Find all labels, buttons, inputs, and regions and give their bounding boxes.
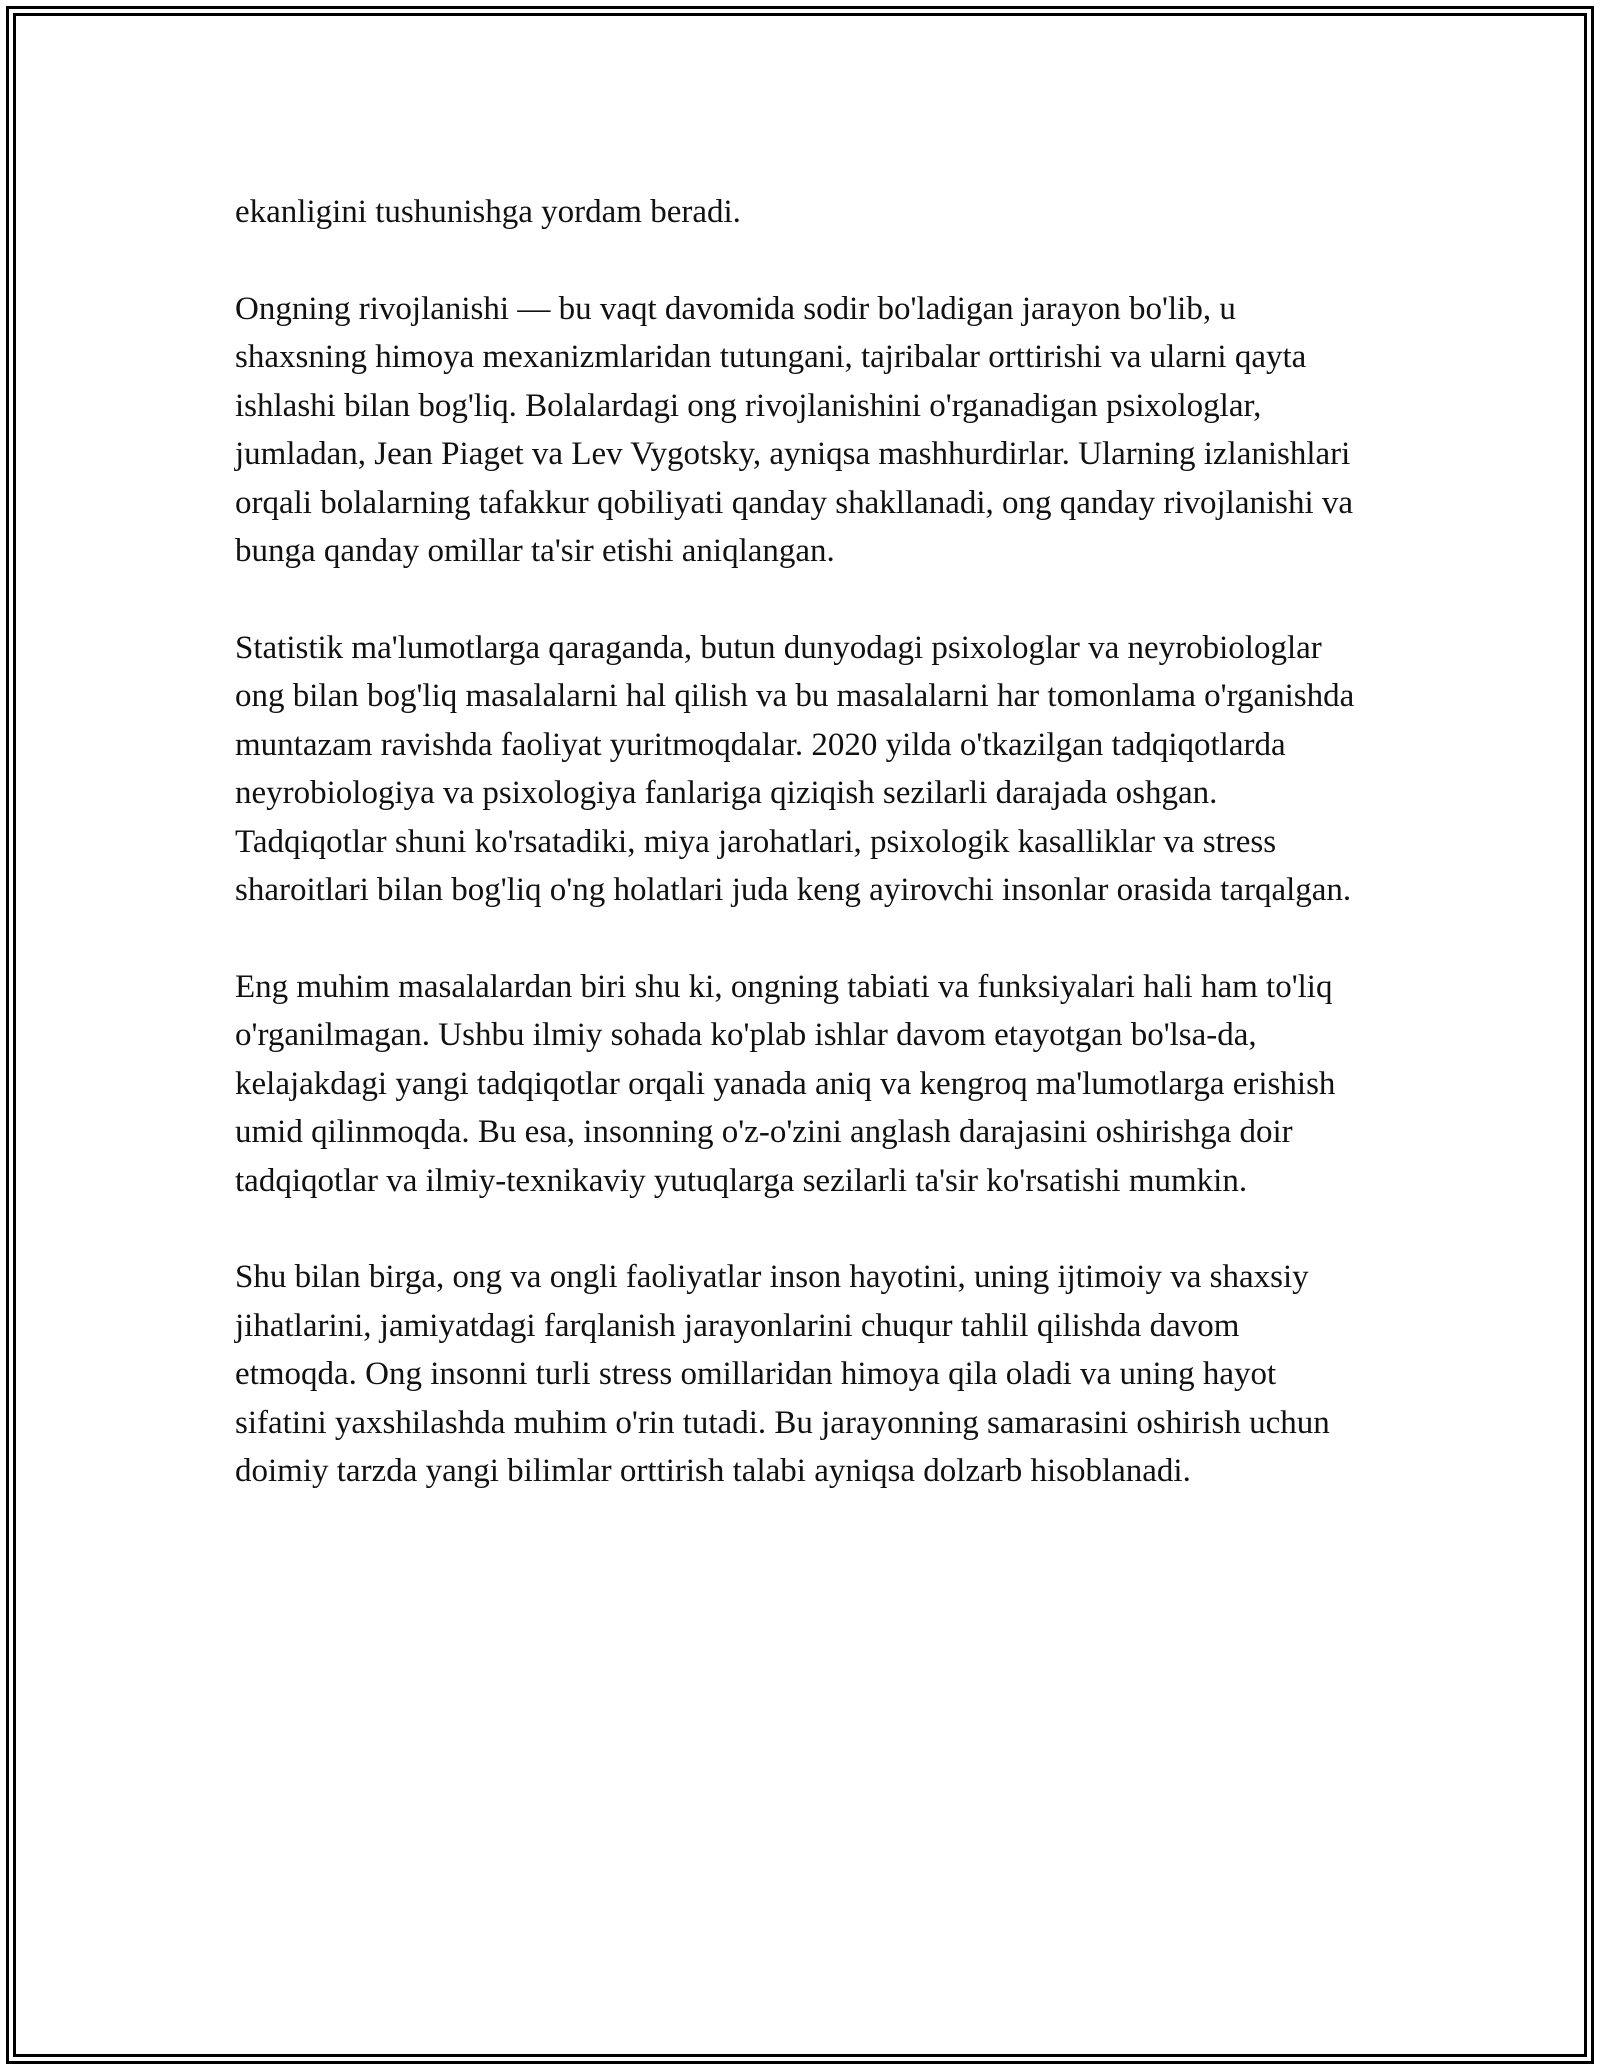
paragraph-continuation: ekanligini tushunishga yordam beradi. bbox=[235, 194, 741, 230]
document-body bbox=[235, 188, 1365, 1544]
paragraph-statistics: Statistik ma'lumotlarga qaraganda, butun dunyodagi psixologlar va neyrobiologlar ong bilan bog'liq masalalarni hal qilish va bu masalalarni har tomonlama o'rganishda muntazam ravishda faoliyat yuritmoqdalar. 2020 yilda o'tkazilgan tadqiqotlarda neyrobiologiya va psixologiya fanlariga qiziqish sezilarli darajada oshgan. Tadqiqotlar shuni ko'rsatadiki, miya jarohatlari, psixologik kasalliklar va stress sharoitlari bilan bog'liq o'ng holatlari juda keng ayirovchi insonlar orasida tarqalgan. bbox=[235, 629, 1355, 908]
paragraph-conclusion: Shu bilan birga, ong va ongli faoliyatlar inson hayotini, uning ijtimoiy va shaxsiy jihatlarini, jamiyatdagi farqlanish jarayonlarini chuqur tahlil qilishda davom etmoqda. Ong insonni turli stress omillaridan himoya qila oladi va uning hayot sifatini yaxshilashda muhim o'rin tutadi. Bu jarayonning samarasini oshirish uchun doimiy tarzda yangi bilimlar orttirish talabi ayniqsa dolzarb hisoblanadi. bbox=[235, 1259, 1330, 1489]
paragraph-open-questions: Eng muhim masalalardan biri shu ki, ongning tabiati va funksiyalari hali ham to'liq o'rganilmagan. Ushbu ilmiy sohada ko'plab ishlar davom etayotgan bo'lsa-da, kelajakdagi yangi tadqiqotlar orqali yanada aniq va kengroq ma'lumotlarga erishish umid qilinmoqda. Bu esa, insonning o'z-o'zini anglash darajasini oshirishga doir tadqiqotlar va ilmiy-texnikaviy yutuqlarga sezilarli ta'sir ko'rsatishi mumkin. bbox=[235, 968, 1336, 1199]
paragraph-consciousness-development: Ongning rivojlanishi — bu vaqt davomida sodir bo'ladigan jarayon bo'lib, u shaxsning himoya mexanizmlaridan tutungani, tajribalar orttirishi va ularni qayta ishlashi bilan bog'liq. Bolalardagi ong rivojlanishini o'rganadigan psixologlar, jumladan, Jean Piaget va Lev Vygotsky, ayniqsa mashhurdirlar. Ularning izlanishlari orqali bolalarning tafakkur qobiliyati qanday shakllanadi, ong qanday rivojlanishi va bunga qanday omillar ta'sir etishi aniqlangan. bbox=[235, 290, 1354, 569]
